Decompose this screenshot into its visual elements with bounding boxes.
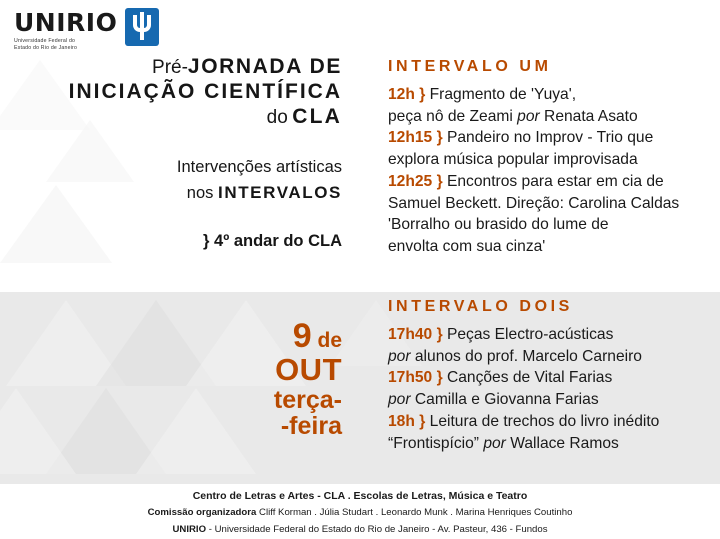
subtitle-nos: nos — [186, 184, 214, 203]
schedule-entry-cont — [388, 434, 708, 455]
schedule-entry — [388, 412, 708, 433]
interval-one-block — [388, 58, 708, 259]
entry-bracket: } — [436, 172, 443, 190]
entry-bracket: } — [436, 326, 443, 343]
interval-two-heading: INTERVALO DOIS — [388, 298, 573, 315]
logo-subtitle-line2: Estado do Rio de Janeiro — [14, 45, 78, 52]
entry-text-after: Wallace Ramos — [505, 434, 619, 452]
entry-time: 12h — [388, 86, 415, 103]
entry-bracket: } — [436, 129, 443, 147]
title-pre: Pré — [152, 57, 182, 78]
schedule-entry-cont — [388, 107, 708, 128]
date-month: OUT — [275, 352, 342, 388]
subtitle-line-1: Intervenções artísticas — [176, 158, 342, 177]
entry-text-italic: por — [483, 434, 506, 452]
entry-text-italic: por — [388, 391, 411, 409]
title-cla: CLA — [292, 104, 342, 128]
footer-organizers-label: Comissão organizadora — [147, 507, 257, 519]
schedule-entry — [388, 85, 708, 106]
footer-line-2 — [0, 505, 720, 522]
subtitle-block — [0, 155, 342, 206]
logo-subtitle-line1: Universidade Federal do — [14, 38, 76, 44]
schedule-entry-cont — [388, 215, 708, 236]
title-line-2 — [0, 80, 342, 105]
logo-subtitle — [14, 38, 117, 52]
interval-one-heading: INTERVALO UM — [388, 58, 552, 75]
schedule-entry-cont — [388, 237, 708, 258]
entry-time: 12h15 — [388, 129, 433, 147]
subtitle-line-2 — [0, 180, 342, 206]
footer-line-3 — [0, 522, 720, 539]
entry-text-after: Renata Asato — [539, 107, 638, 125]
schedule-entry — [388, 128, 708, 149]
entry-time: 18h — [388, 412, 415, 430]
entry-time: 17h40 — [388, 326, 433, 343]
entry-text-after: Camilla e Giovanna Farias — [410, 391, 599, 409]
interval-two-block — [388, 298, 708, 455]
date-weekday-line2: -feira — [280, 412, 342, 441]
entry-text: Samuel Beckett. Direção: Carolina Caldas — [388, 194, 680, 212]
schedule-entry — [388, 172, 708, 193]
schedule-entry-cont — [388, 390, 708, 411]
subtitle-intervalos: INTERVALOS — [218, 183, 342, 203]
footer-block — [0, 487, 720, 539]
entry-text-italic: por — [517, 107, 540, 125]
entry-text: Canções de Vital Farias — [446, 369, 613, 387]
entry-text: Leitura de trechos do livro inédito — [429, 412, 660, 430]
title-dash: - — [181, 57, 188, 78]
entry-text-italic: por — [388, 347, 411, 365]
title-line-3 — [0, 105, 342, 130]
entry-text: Peças Electro-acústicas — [446, 326, 614, 343]
entry-text: peça nô de Zeami — [388, 107, 518, 125]
title-iniciacao: INICIAÇÃO CIENTÍFICA — [68, 79, 342, 103]
title-jornada: JORNADA DE — [187, 55, 342, 78]
footer-institution-address: - Universidade Federal do Estado do Rio de Janeiro - Av. Pasteur, 436 - Fundos — [206, 524, 548, 536]
entry-bracket: } — [419, 86, 426, 103]
schedule-entry-cont — [388, 347, 708, 368]
event-date-block — [0, 318, 360, 440]
title-do: do — [266, 106, 288, 128]
footer-line-1: Centro de Letras e Artes - CLA . Escolas de Letras, Música e Teatro — [192, 490, 528, 502]
entry-text: envolta com sua cinza' — [388, 238, 546, 256]
schedule-entry-cont — [388, 150, 708, 171]
entry-text: “Frontispício” — [388, 434, 484, 452]
unirio-u-icon — [125, 8, 159, 46]
date-weekday-line1: terça- — [273, 385, 342, 414]
entry-text: explora música popular improvisada — [388, 151, 638, 169]
entry-time: 12h25 — [388, 172, 433, 190]
entry-bracket: } — [436, 369, 443, 387]
entry-time: 17h50 — [388, 369, 433, 387]
entry-text: Fragmento de 'Yuya', — [429, 86, 577, 103]
entry-bracket: } — [419, 412, 426, 430]
schedule-entry-cont — [388, 194, 708, 215]
title-block — [0, 55, 360, 251]
entry-text: Pandeiro no Improv - Trio que — [446, 129, 654, 147]
footer-institution-label: UNIRIO — [172, 524, 207, 536]
schedule-entry — [388, 368, 708, 389]
entry-text-after: alunos do prof. Marcelo Carneiro — [410, 347, 642, 365]
interval-two-entries — [388, 325, 708, 454]
interval-one-entries — [388, 85, 708, 258]
entry-text: Encontros para estar em cia de — [446, 172, 664, 190]
unirio-logo — [14, 10, 159, 52]
date-de: de — [311, 329, 342, 352]
logo-wordmark: UNIRIO — [14, 8, 118, 37]
title-line-1 — [0, 55, 342, 80]
footer-organizers-names: Cliff Korman . Júlia Studart . Leonardo Munk . Marina Henriques Coutinho — [256, 507, 573, 519]
entry-text: 'Borralho ou brasido do lume de — [388, 216, 609, 234]
floor-location: } 4º andar do CLA — [203, 231, 342, 250]
date-day: 9 de — [292, 317, 342, 355]
schedule-entry — [388, 325, 708, 346]
